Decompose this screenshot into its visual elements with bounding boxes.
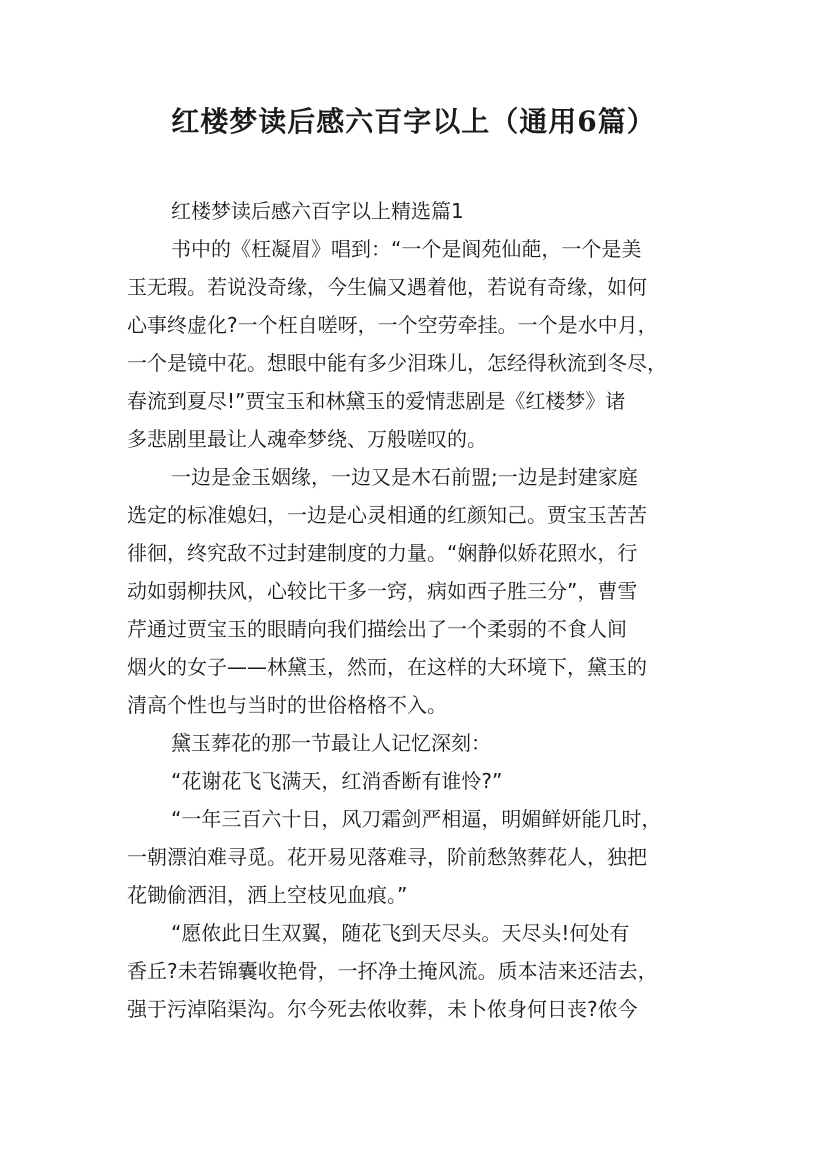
section-heading: 红楼梦读后感六百字以上精选篇1: [171, 199, 464, 223]
paragraph-line: 动如弱柳扶风，心较比干多一窍，病如西子胜三分”，曹雪: [127, 579, 638, 603]
poem-line: “花谢花飞飞满天，红消香断有谁怜?”: [171, 769, 503, 793]
paragraph-line: 玉无瑕。若说没奇缘，今生偏又遇着他，若说有奇缘，如何: [127, 275, 647, 299]
paragraph-line: 芹通过贾宝玉的眼睛向我们描绘出了一个柔弱的不食人间: [127, 617, 627, 641]
paragraph-line: 烟火的女子——林黛玉，然而，在这样的大环境下，黛玉的: [127, 655, 647, 679]
paragraph-line: 清高个性也与当时的世俗格格不入。: [127, 693, 447, 717]
paragraph-line: 一个是镜中花。想眼中能有多少泪珠儿，怎经得秋流到冬尽，: [127, 351, 667, 375]
poem-line: “一年三百六十日，风刀霜剑严相逼，明媚鲜妍能几时，: [171, 807, 662, 831]
paragraph-line: 书中的《枉凝眉》唱到：“一个是阆苑仙葩，一个是美: [171, 237, 642, 261]
poem-line: 花锄偷洒泪，洒上空枝见血痕。”: [127, 883, 408, 907]
poem-line: “愿侬此日生双翼，随花飞到天尽头。天尽头!何处有: [171, 921, 630, 945]
paragraph-line: 春流到夏尽!”贾宝玉和林黛玉的爱情悲剧是《红楼梦》诸: [127, 389, 626, 413]
paragraph-line: 多悲剧里最让人魂牵梦绕、万般嗟叹的。: [127, 427, 487, 451]
document-body: [127, 192, 707, 1028]
poem-line: 一朝漂泊难寻觅。花开易见落难寻，阶前愁煞葬花人，独把: [127, 845, 647, 869]
paragraph-line: 徘徊，终究敌不过封建制度的力量。“娴静似娇花照水，行: [127, 541, 638, 565]
poem-line: 香丘?未若锦囊收艳骨，一抔净土掩风流。质本洁来还洁去，: [127, 959, 658, 983]
paragraph-line: 黛玉葬花的那一节最让人记忆深刻：: [171, 731, 491, 755]
poem-line: 强于污淖陷渠沟。尔今死去侬收葬，未卜侬身何日丧?侬今: [127, 997, 638, 1021]
paragraph-line: 选定的标准媳妇，一边是心灵相通的红颜知己。贾宝玉苦苦: [127, 503, 647, 527]
paragraph-line: 一边是金玉姻缘，一边又是木石前盟;一边是封建家庭: [171, 465, 638, 489]
paragraph-line: 心事终虚化?一个枉自嗟呀，一个空劳牵挂。一个是水中月，: [127, 313, 658, 337]
document-title: 红楼梦读后感六百字以上（通用6篇）: [171, 105, 656, 138]
